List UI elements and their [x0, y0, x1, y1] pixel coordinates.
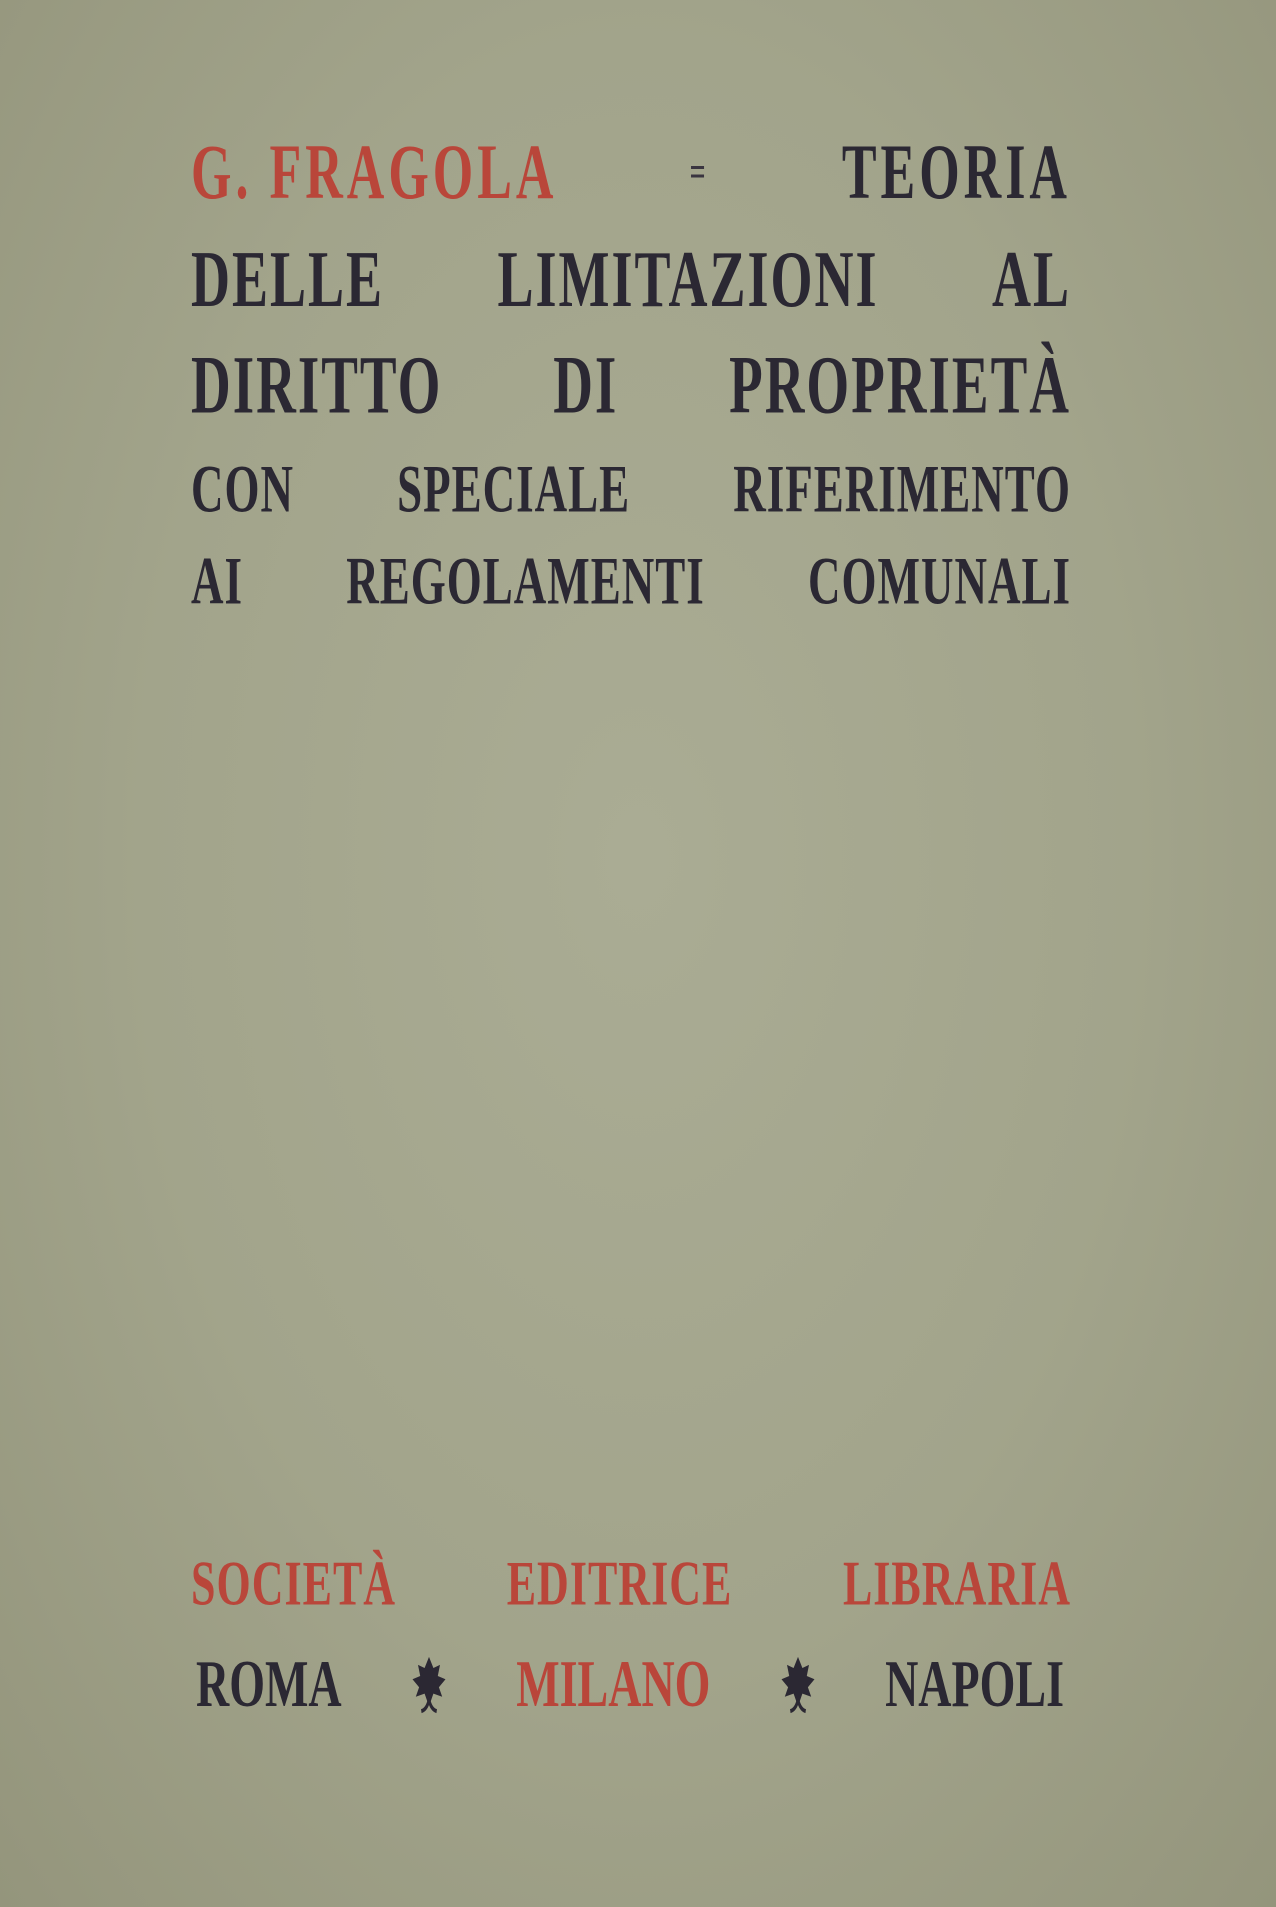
subtitle-word: SPECIALE — [397, 451, 631, 527]
title-word: DI — [553, 338, 619, 431]
city-napoli: NAPOLI — [885, 1646, 1064, 1721]
vine-leaf-icon — [407, 1652, 451, 1716]
subtitle-word: COMUNALI — [808, 543, 1071, 619]
title-word: DELLE — [191, 234, 385, 324]
subtitle-word: REGOLAMENTI — [346, 543, 705, 619]
subtitle-word: RIFERIMENTO — [733, 451, 1071, 527]
author-name: G. FRAGOLA — [191, 130, 558, 216]
title-line — [191, 234, 1071, 324]
publisher-word: SOCIETÀ — [191, 1547, 397, 1619]
publisher-word: EDITRICE — [506, 1547, 733, 1619]
city-roma: ROMA — [196, 1646, 342, 1721]
publisher-word: LIBRARIA — [842, 1547, 1071, 1619]
title-word: DIRITTO — [191, 338, 443, 431]
title-word: TEORIA — [841, 130, 1071, 216]
title-word: AL — [991, 234, 1071, 324]
author-title-line — [191, 130, 1071, 216]
subtitle-word: AI — [191, 543, 244, 619]
title-word: PROPRIETÀ — [729, 338, 1071, 431]
publisher-line — [191, 1547, 1071, 1619]
vine-leaf-icon — [776, 1652, 820, 1716]
separator: = — [689, 150, 710, 197]
cities-line — [196, 1646, 1064, 1721]
subtitle-word: CON — [191, 451, 294, 527]
subtitle-line — [191, 543, 1071, 619]
city-milano: MILANO — [516, 1646, 711, 1721]
title-line — [191, 338, 1071, 431]
subtitle-line — [191, 451, 1071, 527]
title-word: LIMITAZIONI — [497, 234, 879, 324]
